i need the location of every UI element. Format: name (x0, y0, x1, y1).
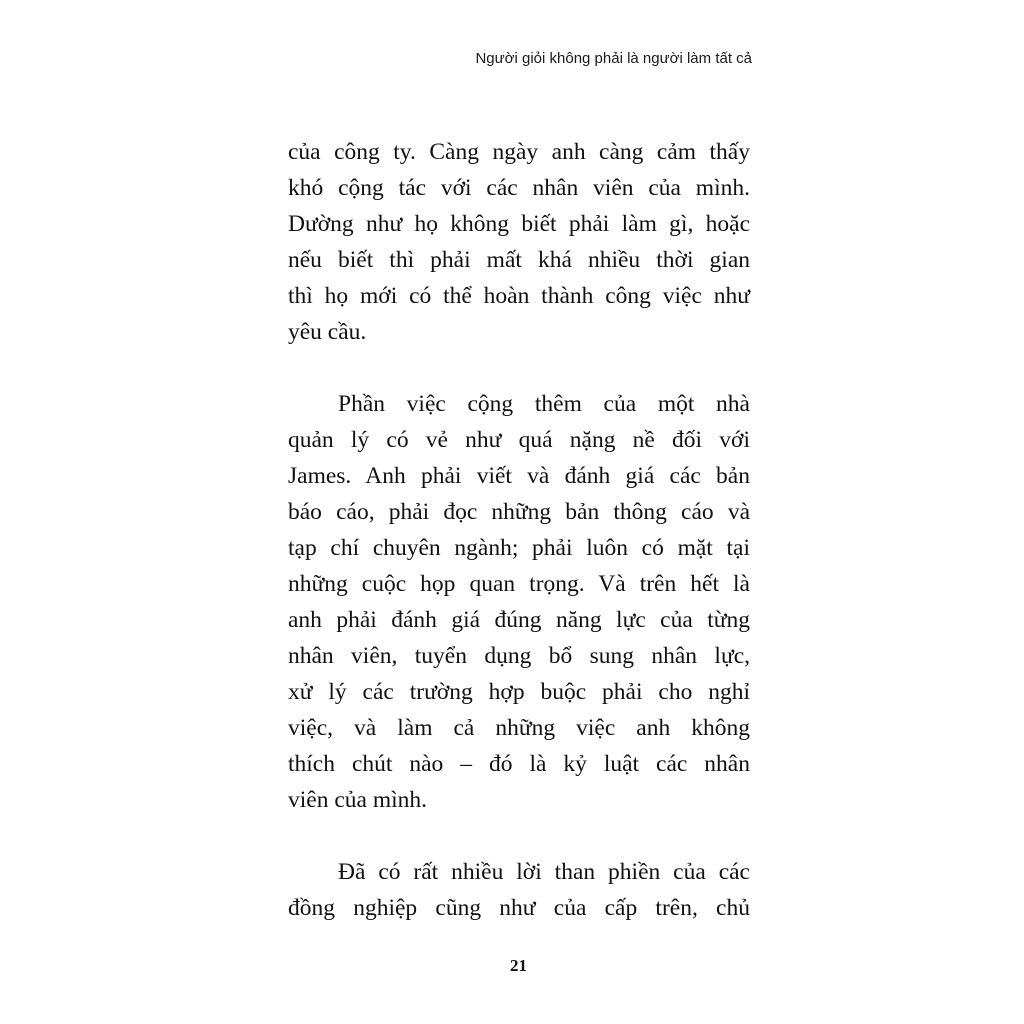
page-number: 21 (510, 956, 527, 975)
text-line: nếu biết thì phải mất khá nhiều thời gian (288, 247, 750, 273)
text-line: Phần việc cộng thêm của một nhà (338, 391, 750, 417)
body-text (288, 134, 750, 926)
text-line: anh phải đánh giá đúng năng lực của từng (288, 607, 750, 633)
text-line: báo cáo, phải đọc những bản thông cáo và (288, 499, 750, 525)
text-line: viên của mình. (288, 787, 428, 813)
text-line: quản lý có vẻ như quá nặng nề đối với (288, 427, 750, 453)
text-line: Đã có rất nhiều lời than phiền của các (338, 859, 750, 885)
text-line: tạp chí chuyên ngành; phải luôn có mặt tại (288, 535, 750, 561)
paragraph-1 (288, 134, 750, 350)
text-line: đồng nghiệp cũng như của cấp trên, chủ (288, 895, 750, 921)
text-line: việc, và làm cả những việc anh không (288, 715, 750, 741)
text-line: xử lý các trường hợp buộc phải cho nghỉ (288, 679, 750, 705)
text-line: Dường như họ không biết phải làm gì, hoặc (288, 211, 750, 237)
text-line: James. Anh phải viết và đánh giá các bản (288, 463, 750, 489)
text-line: của công ty. Càng ngày anh càng cảm thấy (288, 139, 750, 165)
text-line: khó cộng tác với các nhân viên của mình. (288, 175, 750, 201)
text-line: những cuộc họp quan trọng. Và trên hết là (288, 571, 750, 597)
text-line: thì họ mới có thể hoàn thành công việc như (288, 283, 750, 309)
running-header: Người giỏi không phải là người làm tất cả (475, 50, 752, 67)
text-line: nhân viên, tuyển dụng bổ sung nhân lực, (288, 643, 750, 669)
paragraph-2 (288, 386, 750, 818)
text-line: yêu cầu. (288, 319, 367, 345)
paragraph-3 (288, 854, 750, 926)
text-line: thích chút nào – đó là kỷ luật các nhân (288, 751, 750, 777)
